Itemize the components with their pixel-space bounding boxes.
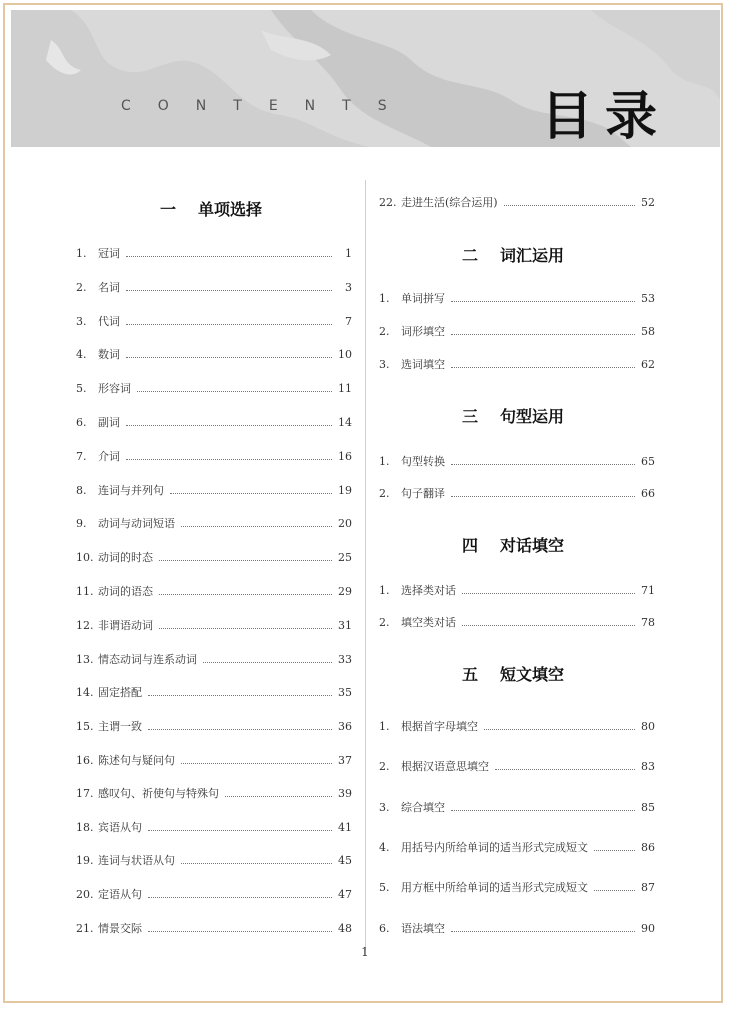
entry-title: 选择类对话	[401, 584, 456, 597]
toc-entry[interactable]	[76, 820, 352, 836]
entry-number: 1.	[379, 720, 390, 733]
section-heading-4	[462, 533, 564, 556]
section-title: 句型运用	[500, 407, 565, 426]
entry-title: 宾语从句	[98, 821, 142, 834]
entry-number: 17.	[76, 787, 94, 800]
dot-leader	[594, 850, 635, 851]
entry-title: 走进生活(综合运用)	[401, 196, 498, 209]
entry-title: 根据首字母填空	[401, 720, 478, 733]
toc-entry[interactable]	[379, 454, 655, 470]
toc-entry[interactable]	[76, 449, 352, 465]
entry-page: 53	[641, 292, 655, 305]
entry-page: 90	[641, 922, 655, 935]
toc-entry[interactable]	[76, 516, 352, 532]
entry-title: 定语从句	[98, 888, 142, 901]
entry-title: 冠词	[98, 247, 120, 260]
dot-leader	[451, 301, 635, 302]
toc-entry[interactable]	[379, 615, 655, 631]
entry-title: 连词与并列句	[98, 484, 164, 497]
dot-leader	[451, 496, 635, 497]
toc-entry[interactable]	[76, 314, 352, 330]
dot-leader	[148, 695, 332, 696]
entry-title: 陈述句与疑问句	[98, 754, 175, 767]
toc-entry[interactable]	[76, 618, 352, 634]
entry-page: 48	[338, 922, 352, 935]
entry-title: 主谓一致	[98, 720, 142, 733]
entry-title: 动词与动词短语	[98, 517, 175, 530]
entry-page: 78	[641, 616, 655, 629]
dot-leader	[148, 897, 332, 898]
toc-entry[interactable]	[379, 583, 655, 599]
entry-page: 41	[338, 821, 352, 834]
dot-leader	[203, 662, 332, 663]
dot-leader	[148, 830, 332, 831]
dot-leader	[170, 493, 332, 494]
entry-number: 16.	[76, 754, 94, 767]
dot-leader	[451, 931, 635, 932]
section-number: 五	[462, 665, 479, 684]
entry-number: 2.	[379, 487, 390, 500]
dot-leader	[181, 526, 332, 527]
entry-page: 16	[338, 450, 352, 463]
entry-page: 33	[338, 653, 352, 666]
toc-entry[interactable]	[76, 550, 352, 566]
entry-title: 语法填空	[401, 922, 445, 935]
toc-entry[interactable]	[379, 921, 655, 937]
page-number: 1	[361, 945, 369, 959]
toc-entry[interactable]	[76, 246, 352, 262]
entry-title: 选词填空	[401, 358, 445, 371]
dot-leader	[462, 625, 635, 626]
entry-number: 9.	[76, 517, 87, 530]
toc-entry[interactable]	[379, 291, 655, 307]
entry-title: 动词的语态	[98, 585, 153, 598]
dot-leader	[181, 863, 332, 864]
entry-title: 介词	[98, 450, 120, 463]
entry-title: 词形填空	[401, 325, 445, 338]
entry-number: 2.	[76, 281, 87, 294]
entry-title: 名词	[98, 281, 120, 294]
entry-number: 5.	[379, 881, 390, 894]
entry-page: 85	[641, 801, 655, 814]
entry-page: 87	[641, 881, 655, 894]
toc-entry[interactable]	[76, 415, 352, 431]
entry-page: 7	[345, 315, 352, 328]
entry-number: 4.	[379, 841, 390, 854]
entry-number: 4.	[76, 348, 87, 361]
entry-title: 感叹句、祈使句与特殊句	[98, 787, 219, 800]
section-title: 短文填空	[500, 665, 565, 684]
entry-page: 58	[641, 325, 655, 338]
entry-number: 12.	[76, 619, 94, 632]
entry-number: 11.	[76, 585, 94, 598]
entry-title: 填空类对话	[401, 616, 456, 629]
dot-leader	[451, 334, 635, 335]
entry-title: 句型转换	[401, 455, 445, 468]
section-number: 四	[462, 536, 479, 555]
entry-number: 2.	[379, 325, 390, 338]
toc-entry[interactable]	[76, 753, 352, 769]
entry-number: 2.	[379, 616, 390, 629]
entry-title: 动词的时态	[98, 551, 153, 564]
entry-page: 86	[641, 841, 655, 854]
section-number: 一	[160, 200, 177, 219]
toc-entry[interactable]	[76, 719, 352, 735]
entry-number: 2.	[379, 760, 390, 773]
entry-page: 3	[345, 281, 352, 294]
contents-label: CONTENTS	[121, 98, 414, 114]
toc-entry[interactable]	[379, 195, 655, 211]
entry-page: 1	[345, 247, 352, 260]
entry-title: 情态动词与连系动词	[98, 653, 197, 666]
entry-title: 单词拼写	[401, 292, 445, 305]
entry-title: 形容词	[98, 382, 131, 395]
section-heading-3	[462, 404, 564, 427]
entry-page: 39	[338, 787, 352, 800]
toc-entry[interactable]	[379, 357, 655, 373]
toc-entry[interactable]	[76, 652, 352, 668]
entry-title: 非谓语动词	[98, 619, 153, 632]
entry-number: 3.	[76, 315, 87, 328]
entry-number: 1.	[76, 247, 87, 260]
dot-leader	[126, 256, 332, 257]
entry-page: 80	[641, 720, 655, 733]
entry-title: 句子翻译	[401, 487, 445, 500]
section-title: 对话填空	[500, 536, 565, 555]
dot-leader	[484, 729, 635, 730]
dot-leader	[126, 459, 332, 460]
entry-page: 20	[338, 517, 352, 530]
entry-number: 19.	[76, 854, 94, 867]
toc-entry[interactable]	[379, 759, 655, 775]
section-title: 单项选择	[198, 200, 263, 219]
entry-page: 10	[338, 348, 352, 361]
entry-page: 62	[641, 358, 655, 371]
dot-leader	[225, 796, 332, 797]
toc-entry[interactable]	[379, 486, 655, 502]
entry-number: 5.	[76, 382, 87, 395]
entry-page: 35	[338, 686, 352, 699]
toc-entry[interactable]	[379, 880, 655, 896]
entry-number: 8.	[76, 484, 87, 497]
entry-title: 用方框中所给单词的适当形式完成短文	[401, 881, 588, 894]
entry-page: 71	[641, 584, 655, 597]
dot-leader	[495, 769, 635, 770]
toc-entry[interactable]	[76, 853, 352, 869]
toc-entry[interactable]	[379, 324, 655, 340]
entry-title: 代词	[98, 315, 120, 328]
entry-page: 14	[338, 416, 352, 429]
entry-number: 20.	[76, 888, 94, 901]
section-heading-2	[462, 243, 564, 266]
column-divider	[365, 180, 366, 950]
dot-leader	[451, 810, 635, 811]
section-number: 三	[462, 407, 479, 426]
entry-title: 情景交际	[98, 922, 142, 935]
toc-entry[interactable]	[76, 483, 352, 499]
entry-number: 13.	[76, 653, 94, 666]
entry-number: 10.	[76, 551, 94, 564]
toc-entry[interactable]	[76, 584, 352, 600]
entry-page: 65	[641, 455, 655, 468]
toc-entry[interactable]	[76, 280, 352, 296]
toc-entry[interactable]	[76, 347, 352, 363]
entry-title: 固定搭配	[98, 686, 142, 699]
section-title: 词汇运用	[500, 246, 565, 265]
section-number: 二	[462, 246, 479, 265]
toc-entry[interactable]	[76, 786, 352, 802]
entry-number: 22.	[379, 196, 397, 209]
dot-leader	[451, 367, 635, 368]
entry-number: 21.	[76, 922, 94, 935]
toc-entry[interactable]	[379, 719, 655, 735]
dot-leader	[159, 560, 332, 561]
entry-number: 7.	[76, 450, 87, 463]
entry-number: 1.	[379, 455, 390, 468]
entry-page: 83	[641, 760, 655, 773]
entry-page: 25	[338, 551, 352, 564]
dot-leader	[159, 628, 332, 629]
dot-leader	[148, 931, 332, 932]
entry-number: 18.	[76, 821, 94, 834]
toc-entry[interactable]	[379, 840, 655, 856]
entry-page: 36	[338, 720, 352, 733]
dot-leader	[451, 464, 635, 465]
entry-number: 3.	[379, 801, 390, 814]
dot-leader	[126, 324, 332, 325]
dot-leader	[137, 391, 332, 392]
dot-leader	[126, 290, 332, 291]
entry-number: 15.	[76, 720, 94, 733]
toc-entry[interactable]	[76, 887, 352, 903]
toc-entry[interactable]	[76, 685, 352, 701]
entry-page: 31	[338, 619, 352, 632]
dot-leader	[181, 763, 332, 764]
toc-entry[interactable]	[379, 800, 655, 816]
entry-number: 6.	[379, 922, 390, 935]
entry-title: 综合填空	[401, 801, 445, 814]
dot-leader	[148, 729, 332, 730]
entry-page: 52	[641, 196, 655, 209]
entry-page: 11	[338, 382, 352, 395]
dot-leader	[594, 890, 635, 891]
entry-title: 连词与状语从句	[98, 854, 175, 867]
entry-page: 45	[338, 854, 352, 867]
entry-page: 19	[338, 484, 352, 497]
entry-title: 数词	[98, 348, 120, 361]
section-heading-1	[160, 197, 262, 220]
entry-title: 副词	[98, 416, 120, 429]
dot-leader	[126, 425, 332, 426]
entry-number: 14.	[76, 686, 94, 699]
toc-entry[interactable]	[76, 921, 352, 937]
entry-number: 1.	[379, 584, 390, 597]
entry-page: 37	[338, 754, 352, 767]
entry-page: 47	[338, 888, 352, 901]
toc-entry[interactable]	[76, 381, 352, 397]
dot-leader	[462, 593, 635, 594]
section-heading-5	[462, 662, 564, 685]
entry-page: 29	[338, 585, 352, 598]
page-title: 目录	[541, 87, 670, 147]
entry-page: 66	[641, 487, 655, 500]
dot-leader	[159, 594, 332, 595]
entry-number: 6.	[76, 416, 87, 429]
entry-title: 根据汉语意思填空	[401, 760, 489, 773]
entry-number: 1.	[379, 292, 390, 305]
dot-leader	[126, 357, 332, 358]
header-banner	[11, 10, 720, 147]
dot-leader	[504, 205, 635, 206]
entry-number: 3.	[379, 358, 390, 371]
entry-title: 用括号内所给单词的适当形式完成短文	[401, 841, 588, 854]
